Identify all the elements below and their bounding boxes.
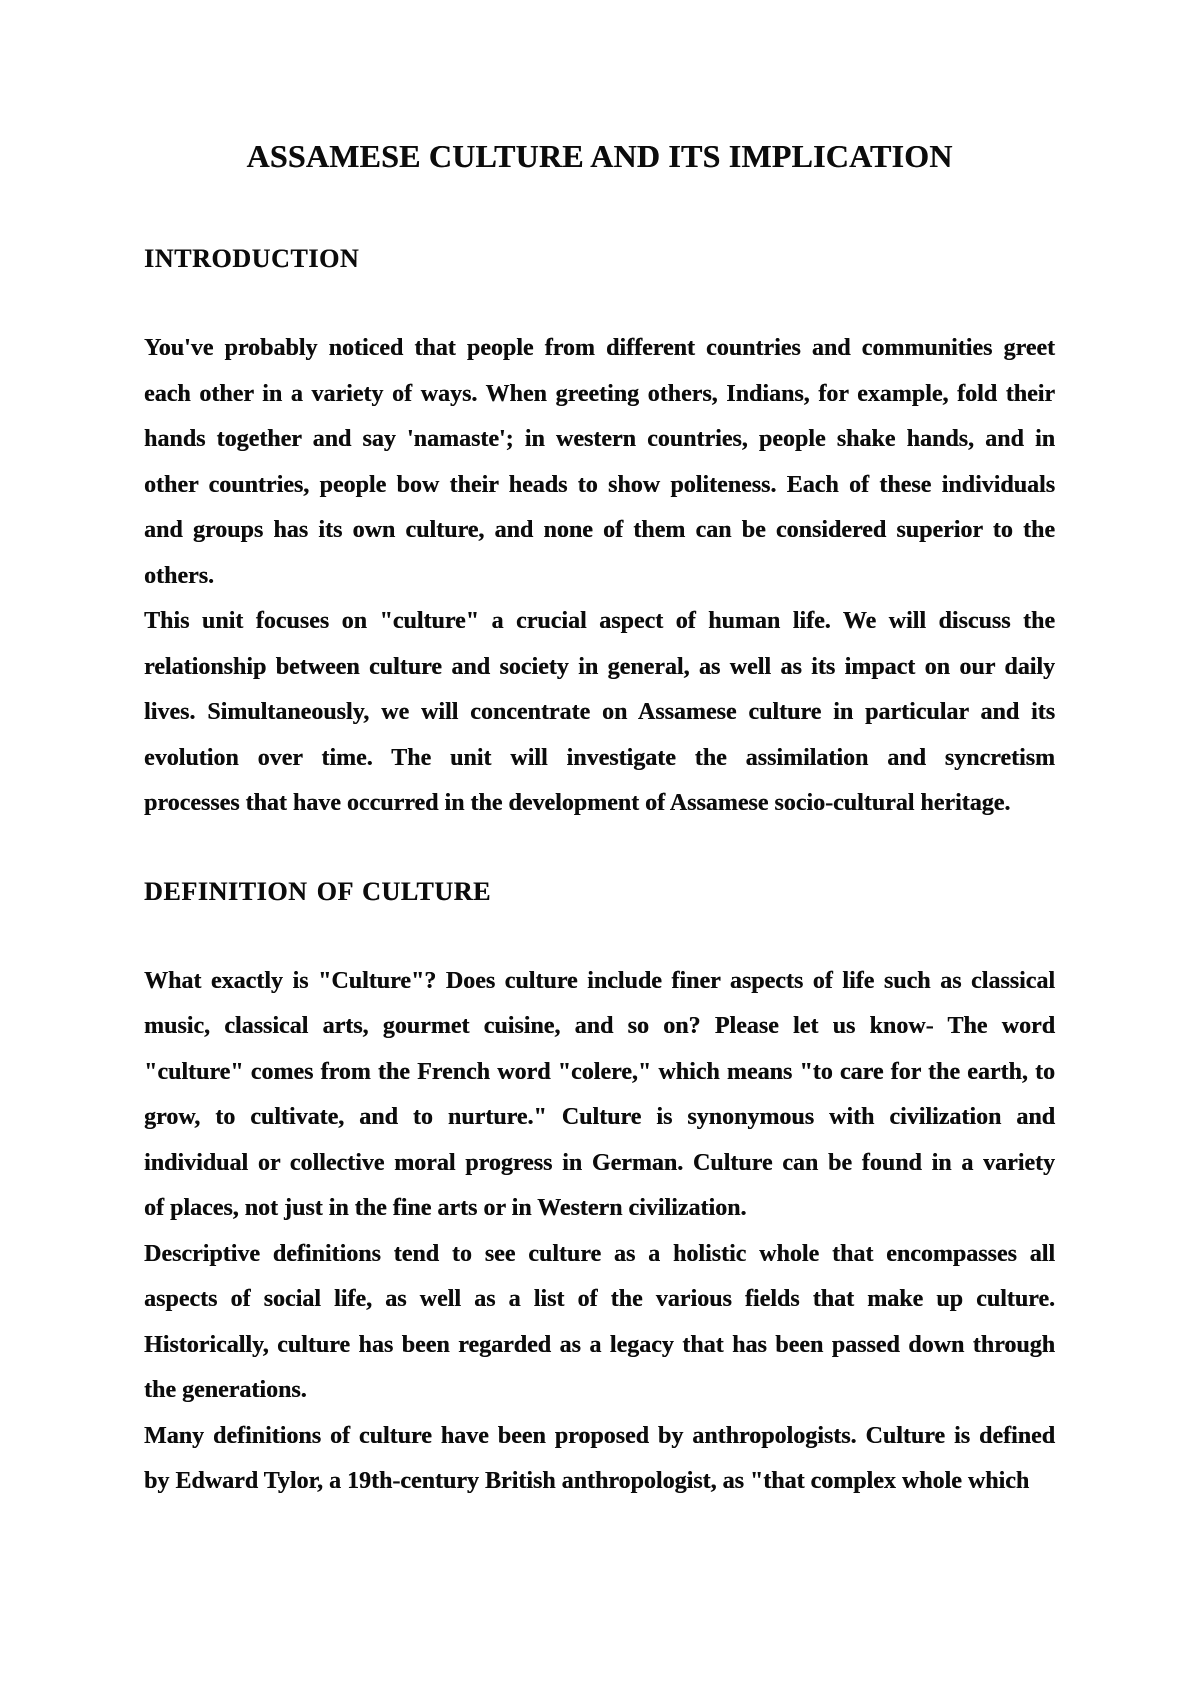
text-line: the generations.	[144, 1377, 307, 1403]
paragraph	[144, 1232, 1055, 1414]
text-line: This unit focuses on "culture" a crucial aspect of human life. We will discuss the	[144, 608, 1055, 634]
document-body	[144, 244, 1055, 1505]
section-heading: INTRODUCTION	[144, 244, 360, 273]
text-line: grow, to cultivate, and to nurture." Culture is synonymous with civilization and	[144, 1104, 1055, 1130]
text-line: lives. Simultaneously, we will concentrate on Assamese culture in particular and its	[144, 699, 1055, 725]
section-heading: DEFINITION OF CULTURE	[144, 876, 491, 906]
text-line: music, classical arts, gourmet cuisine, and so on? Please let us know- The word	[144, 1013, 1055, 1039]
paragraph	[144, 599, 1055, 827]
text-line: Descriptive definitions tend to see culture as a holistic whole that encompasses all	[144, 1240, 1055, 1267]
text-line: evolution over time. The unit will investigate the assimilation and syncretism	[144, 744, 1055, 771]
paragraph	[144, 959, 1055, 1232]
text-line: processes that have occurred in the development of Assamese socio-cultural heritage.	[144, 790, 1011, 816]
text-line: each other in a variety of ways. When greeting others, Indians, for example, fold their	[144, 380, 1055, 407]
text-line: Many definitions of culture have been proposed by anthropologists. Culture is defined	[144, 1422, 1055, 1449]
text-line: hands together and say 'namaste'; in western countries, people shake hands, and in	[144, 426, 1055, 452]
text-line: individual or collective moral progress in German. Culture can be found in a variety	[144, 1149, 1055, 1176]
text-line: "culture" comes from the French word "colere," which means "to care for the earth, to	[144, 1058, 1055, 1085]
text-line: relationship between culture and society in general, as well as its impact on our daily	[144, 653, 1055, 680]
document-title: ASSAMESE CULTURE AND ITS IMPLICATION	[246, 138, 953, 174]
text-line: other countries, people bow their heads to show politeness. Each of these individuals	[144, 471, 1055, 498]
paragraph	[144, 1414, 1055, 1505]
paragraph	[144, 326, 1055, 599]
text-line: aspects of social life, as well as a list of the various fields that make up culture.	[144, 1286, 1055, 1312]
text-line: Historically, culture has been regarded as a legacy that has been passed down through	[144, 1331, 1055, 1358]
text-line: by Edward Tylor, a 19th-century British anthropologist, as "that complex whole which	[144, 1468, 1030, 1494]
text-line: and groups has its own culture, and none of them can be considered superior to the	[144, 517, 1055, 543]
text-line: What exactly is "Culture"? Does culture include finer aspects of life such as classical	[144, 967, 1055, 994]
text-line: You've probably noticed that people from different countries and communities greet	[144, 335, 1055, 361]
text-line: others.	[144, 562, 214, 589]
text-line: of places, not just in the fine arts or in Western civilization.	[144, 1195, 747, 1221]
